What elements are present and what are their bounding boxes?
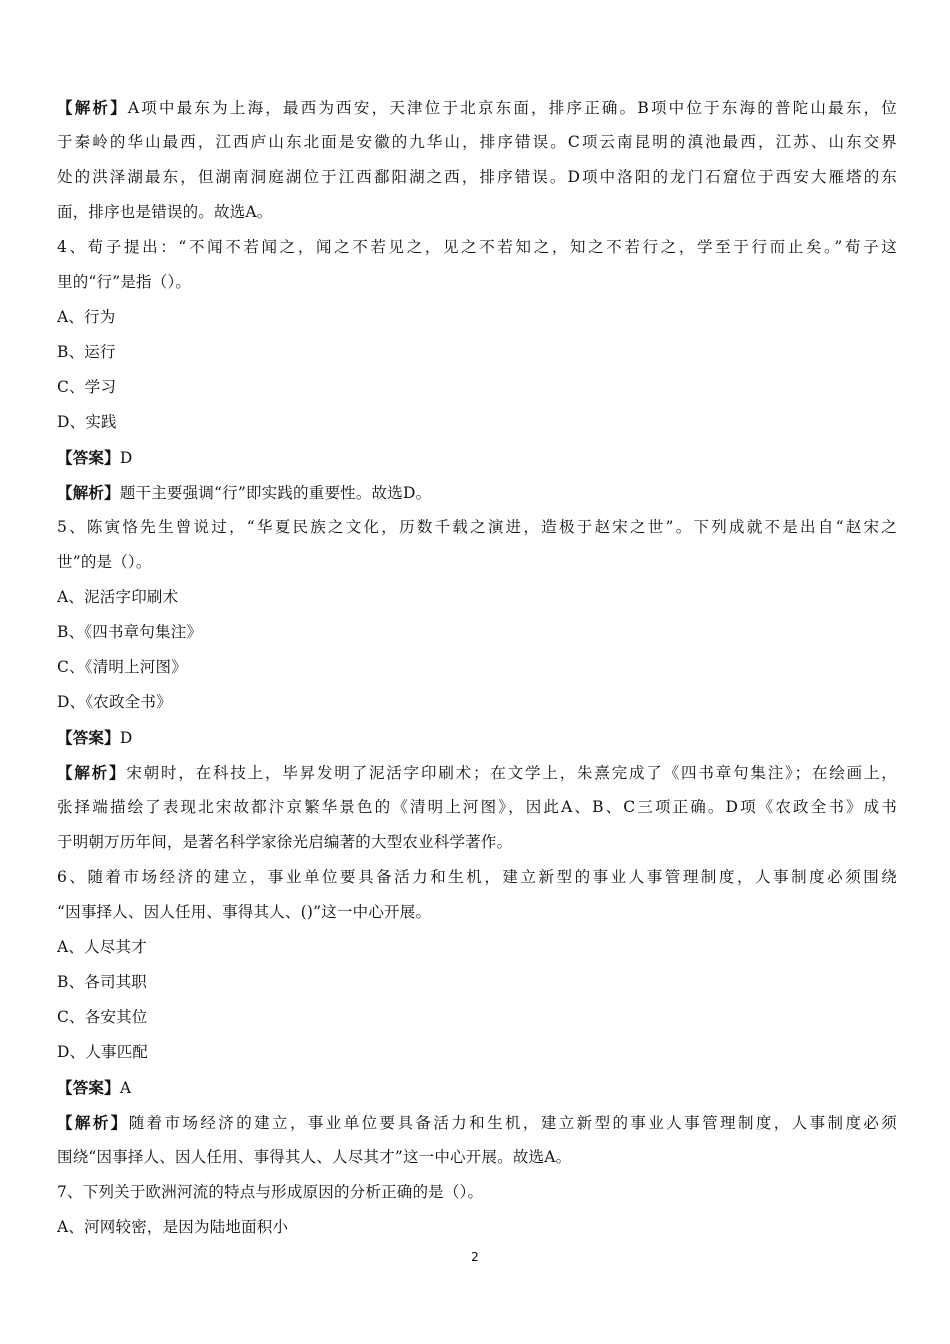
section-text: 题干主要强调“行”即实践的重要性。故选D。 (119, 484, 432, 502)
section-marker: 【解析】 (57, 763, 127, 782)
analysis-line (57, 1105, 897, 1140)
analysis-line: 于明朝万历年间，是著名科学家徐光启编著的大型农业科学著作。 (57, 833, 513, 851)
section-text: 随着市场经济的建立，事业单位要具备活力和生机，建立新型的事业人事管理制度，人事制度必须 (128, 1114, 897, 1132)
answer-line (57, 440, 897, 475)
question-7-text: 7、下列关于欧洲河流的特点与形成原因的分析正确的是（）。 (57, 1183, 484, 1201)
question-4-text: 4、荀子提出：“不闻不若闻之，闻之不若见之，见之不若知之，知之不若行之，学至于行而止矣。”荀子这 (57, 238, 897, 256)
option-d: D、《农政全书》 (57, 693, 172, 711)
section-marker: 【答案】 (57, 448, 120, 467)
document-body (57, 90, 897, 1245)
question-5-text: 世”的是（）。 (57, 553, 152, 571)
analysis-line: 于秦岭的华山最西，江西庐山东北面是安徽的九华山，排序错误。C项云南昆明的滇池最西，江苏、山东交界 (57, 133, 897, 151)
option-c: C、学习 (57, 378, 117, 396)
section-text: 宋朝时，在科技上，毕昇发明了泥活字印刷术；在文学上，朱熹完成了《四书章句集注》；在绘画上， (126, 764, 897, 782)
section-text: A (119, 1079, 132, 1097)
analysis-line: 张择端描绘了表现北宋故都汴京繁华景色的《清明上河图》，因此A、B、C三项正确。D项《农政全书》成书 (57, 798, 897, 816)
question-5-text: 5、陈寅恪先生曾说过，“华夏民族之文化，历数千载之演进，造极于赵宋之世”。下列成就不是出自“赵宋之 (57, 518, 897, 536)
option-b: B、运行 (57, 343, 116, 361)
answer-line (57, 720, 897, 755)
section-marker: 【解析】 (57, 483, 120, 502)
option-a: A、人尽其才 (57, 938, 147, 956)
option-b: B、各司其职 (57, 973, 148, 991)
option-c: C、《清明上河图》 (57, 658, 187, 676)
option-d: D、人事匹配 (57, 1043, 149, 1061)
option-d: D、实践 (57, 413, 117, 431)
section-text: D (119, 729, 133, 747)
analysis-line (57, 90, 897, 125)
question-6-text: 6、随着市场经济的建立，事业单位要具备活力和生机，建立新型的事业人事管理制度，人事制度必须围绕 (57, 868, 897, 886)
option-b: B、《四书章句集注》 (57, 623, 203, 641)
option-a: A、泥活字印刷术 (57, 588, 179, 606)
question-6-text: “因事择人、因人任用、事得其人、()”这一中心开展。 (57, 903, 432, 921)
option-a: A、河网较密，是因为陆地面积小 (57, 1218, 289, 1236)
analysis-line: 面，排序也是错误的。故选A。 (57, 203, 273, 221)
option-c: C、各安其位 (57, 1008, 148, 1026)
section-marker: 【答案】 (57, 728, 120, 747)
analysis-line: 处的洪泽湖最东，但湖南洞庭湖位于江西鄱阳湖之西，排序错误。D项中洛阳的龙门石窟位于西安大雁塔的东 (57, 168, 897, 186)
question-4-text: 里的“行”是指（）。 (57, 273, 192, 291)
section-marker: 【解析】 (57, 1113, 129, 1132)
analysis-line (57, 475, 897, 510)
analysis-line: 围绕“因事择人、因人任用、事得其人、人尽其才”这一中心开展。故选A。 (57, 1148, 572, 1166)
section-marker: 【答案】 (57, 1078, 120, 1097)
page-number: 2 (471, 1250, 479, 1264)
section-text: D (119, 449, 133, 467)
answer-line (57, 1070, 897, 1105)
analysis-line (57, 755, 897, 790)
section-marker: 【解析】 (57, 98, 128, 117)
option-a: A、行为 (57, 308, 116, 326)
section-text: A项中最东为上海，最西为西安，天津位于北京东面，排序正确。B项中位于东海的普陀山最东，位 (127, 99, 897, 117)
